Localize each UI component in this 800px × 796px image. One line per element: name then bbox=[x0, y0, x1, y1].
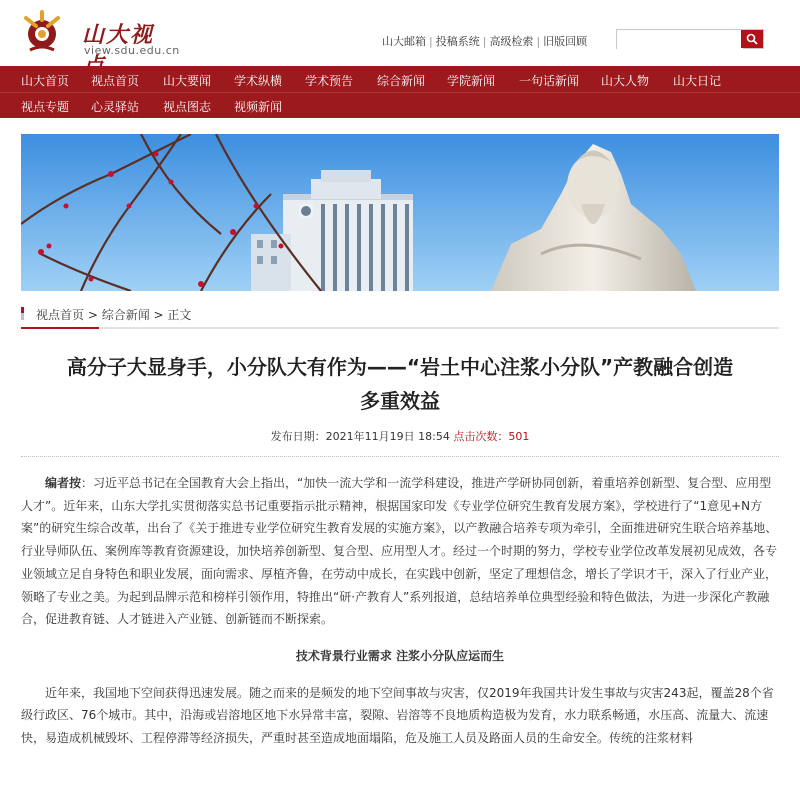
logo-emblem-icon bbox=[22, 10, 62, 54]
breadcrumb-divider bbox=[21, 327, 779, 329]
main-nav bbox=[0, 66, 800, 118]
nav-item-sdu-diary[interactable]: 山大日记 bbox=[673, 74, 722, 88]
hits-label: 点击次数： bbox=[453, 430, 509, 443]
nav-item-sdu-news[interactable]: 山大要闻 bbox=[163, 74, 212, 88]
editor-note bbox=[21, 472, 779, 631]
logo-text: 山大视 bbox=[82, 22, 155, 48]
section-subheading: 技术背景行业需求 注浆小分队应运而生 bbox=[295, 648, 505, 663]
breadcrumb-current: 正文 bbox=[167, 308, 192, 322]
top-link-old-version[interactable]: 旧版回顾 bbox=[543, 35, 588, 48]
meta-divider bbox=[21, 456, 779, 458]
nav-item-topics[interactable]: 视点专题 bbox=[21, 100, 70, 114]
nav-item-one-line-news[interactable]: 一句话新闻 bbox=[519, 74, 580, 88]
hero-banner bbox=[21, 134, 779, 291]
top-link-submit[interactable]: 投稿系统 bbox=[435, 35, 480, 48]
nav-item-academic-preview[interactable]: 学术预告 bbox=[305, 74, 354, 88]
article-title: 高分子大显身手，小分队大有作为——“岩土中心注浆小分队”产教融合创造 多重效益 bbox=[66, 355, 734, 413]
logo-url: view.sdu.edu.cn bbox=[84, 44, 180, 57]
search-box bbox=[616, 29, 764, 49]
nav-item-sdu-home[interactable]: 山大首页 bbox=[21, 74, 70, 88]
nav-item-academic[interactable]: 学术纵横 bbox=[234, 74, 283, 88]
hits-count: 501 bbox=[508, 430, 530, 443]
article-paragraph: 近年来，我国地下空间获得迅速发展。随之而来的是频发的地下空间事故与灾害，仅2019年我国共计发生事故与灾害243起，覆盖28个省级行政区、76个城市。其中，沿海或岩溶地区地下水异常丰富，裂隙、岩溶等不良地质构造极为发育，水力联系畅通，水压高、流量大、流速快，易造成机械毁坏、工程停滞等经济损失，严重时甚至造成地面塌陷，危及施工人员及路面人员的生命安全。传统的注浆材料 bbox=[21, 685, 774, 746]
article-meta bbox=[0, 428, 800, 444]
nav-item-photo[interactable]: 视点图志 bbox=[163, 100, 212, 114]
breadcrumb-home[interactable]: 视点首页 bbox=[36, 308, 85, 322]
search-icon bbox=[746, 33, 758, 45]
breadcrumb-marker bbox=[21, 307, 24, 320]
breadcrumb: 视点首页 > 综合新闻 > 正文 bbox=[21, 300, 779, 326]
article-body bbox=[21, 472, 779, 750]
nav-item-college-news[interactable]: 学院新闻 bbox=[447, 74, 496, 88]
editor-note-text: ：习近平总书记在全国教育大会上指出，“加快一流大学和一流学科建设，推进产学研协同创新，着重培养创新型、复合型、应用型人才”。近年来，山东大学扎实贯彻落实总书记重要指示批示精神，根据国家印发《专业学位研究生教育发展方案》，学校进行了“1意见+N方案”的研究生综合改革，出台了《关于推进专业学位研究生教育发展的实施方案》，以产教融合培养专项为牵引，全面推进研究生联合培养基地、行业导师队伍、案例库等教育资源建设，加快培养创新型、复合型、应用型人才。经过一个时期的努力，学校专业学位改革发展初见成效，各专业领域立足自身特色和职业发展，面向需求、厚植齐鲁，在劳动中成长，在实践中创新，坚定了理想信念，增长了学识才干，深入了行业产业，领略了专业之美。为起到品牌示范和榜样引领作用，特推出“研·产教育人”系列报道，总结培养单位典型经验和特色做法，为进一步深化产教融合，促进教育链、人才链进入产业链、创新链而不断探索。 bbox=[21, 476, 778, 627]
publish-date: 发布日期：2021年11月19日 18:54 bbox=[270, 430, 450, 443]
nav-item-view-home[interactable]: 视点首页 bbox=[91, 74, 140, 88]
nav-item-soul-station[interactable]: 心灵驿站 bbox=[91, 100, 140, 114]
search-input[interactable] bbox=[617, 33, 743, 51]
top-link-advanced-search[interactable]: 高级检索 bbox=[489, 35, 534, 48]
nav-row-2 bbox=[0, 92, 800, 118]
campus-banner-image bbox=[21, 134, 779, 291]
nav-row-1 bbox=[0, 66, 800, 93]
top-link-mail[interactable]: 山大邮箱 bbox=[382, 35, 426, 48]
site-header bbox=[0, 0, 800, 66]
nav-item-video-news[interactable]: 视频新闻 bbox=[234, 100, 283, 114]
top-links: 山大邮箱 | 投稿系统 | 高级检索 | 旧版回顾 bbox=[382, 35, 588, 48]
breadcrumb-section[interactable]: 综合新闻 bbox=[101, 308, 150, 322]
site-logo[interactable] bbox=[22, 10, 180, 57]
search-button[interactable] bbox=[741, 30, 763, 48]
editor-note-label: 编者按 bbox=[45, 476, 82, 490]
nav-item-general-news[interactable]: 综合新闻 bbox=[377, 74, 426, 88]
nav-item-sdu-people[interactable]: 山大人物 bbox=[601, 74, 650, 88]
